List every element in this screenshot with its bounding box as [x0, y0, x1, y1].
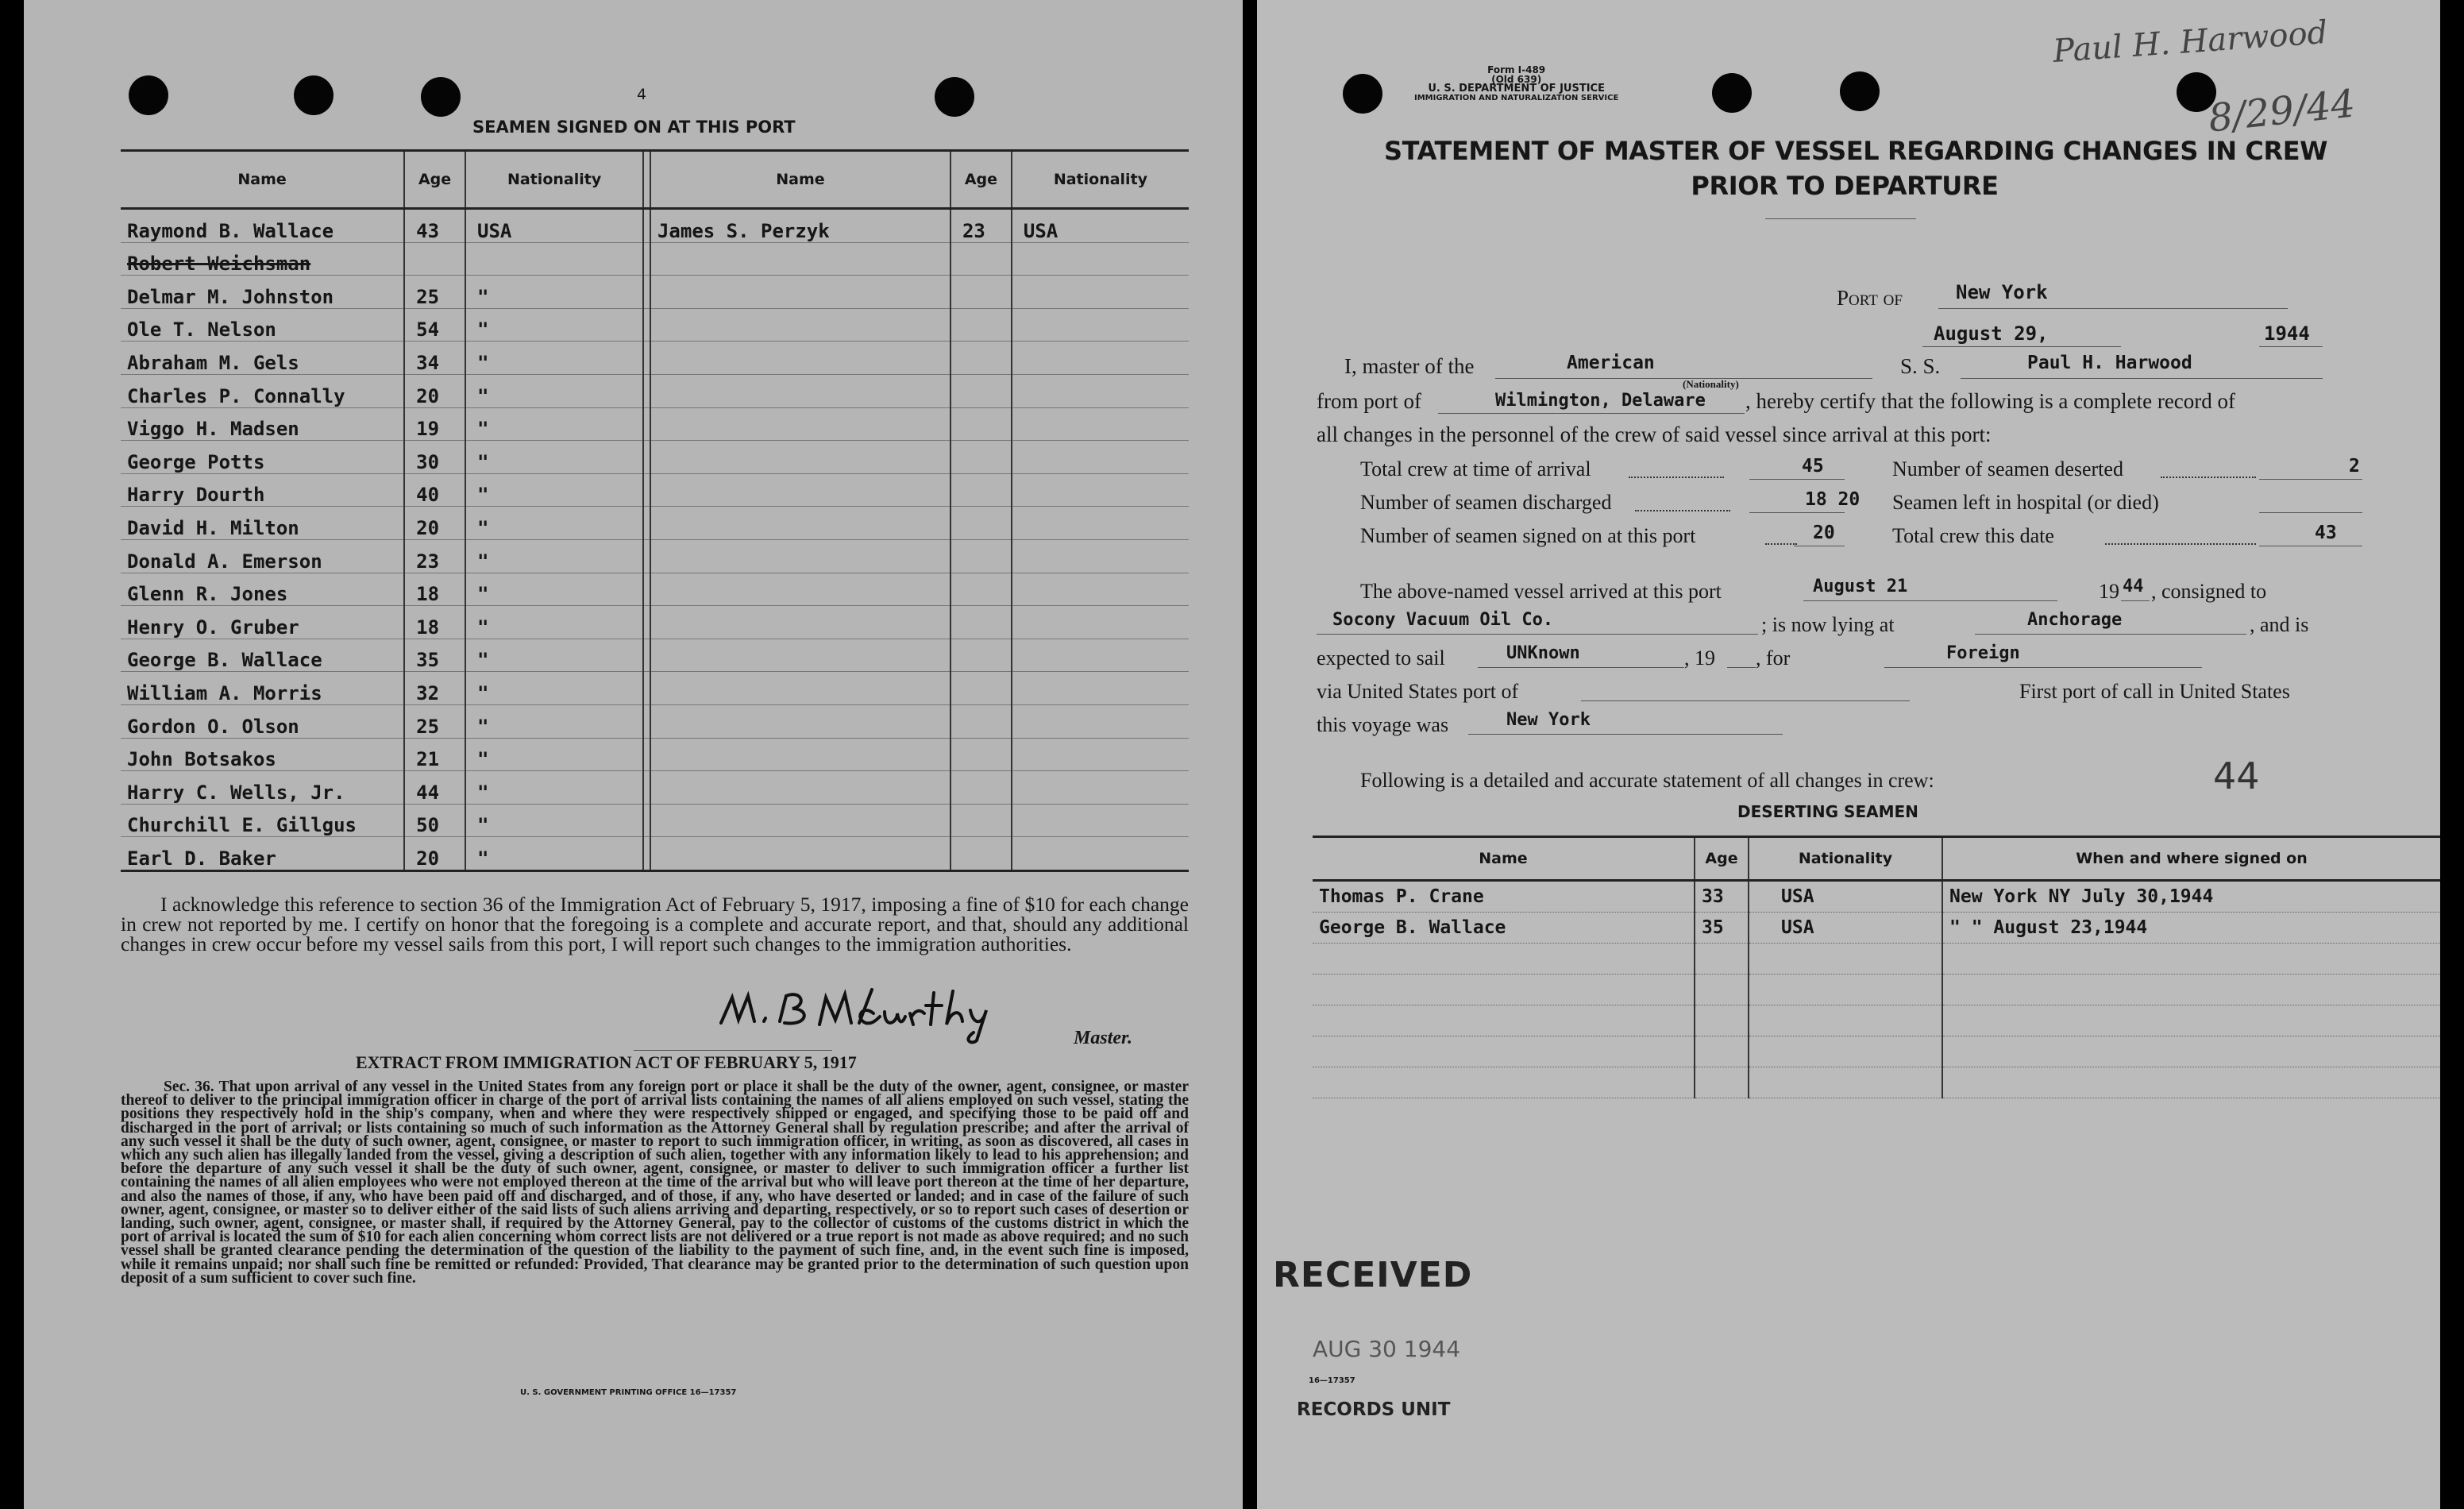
- gap: [643, 704, 650, 738]
- seaman-age: [951, 804, 1012, 837]
- seaman-age: 23: [951, 209, 1012, 243]
- seaman-age: [951, 672, 1012, 705]
- seaman-age: [951, 242, 1012, 276]
- seaman-age: [951, 704, 1012, 738]
- section-title: SEAMEN SIGNED ON AT THIS PORT: [472, 118, 796, 137]
- seaman-name: [650, 308, 951, 342]
- deserter-signed-on: " " August 23,1944: [1942, 913, 2440, 944]
- deserter-name: George B. Wallace: [1313, 913, 1695, 944]
- seaman-age: [404, 242, 465, 276]
- seaman-name: [650, 374, 951, 407]
- table-row: [121, 539, 1189, 573]
- date-value: August 29,: [1934, 322, 2049, 345]
- seaman-nationality: [1012, 441, 1189, 474]
- seaman-nationality: ": [465, 804, 643, 837]
- expected-sail-value: UNKnown: [1506, 643, 1580, 663]
- deserter-nationality: USA: [1749, 913, 1942, 944]
- seaman-nationality: ": [465, 738, 643, 771]
- seaman-nationality: [1012, 342, 1189, 375]
- gap: [643, 342, 650, 375]
- seaman-name: [650, 771, 951, 805]
- seaman-nationality: [1012, 473, 1189, 507]
- desert-header-when-where: When and where signed on: [1942, 837, 2440, 881]
- desert-header-nationality: Nationality: [1749, 837, 1942, 881]
- nationality-value: American: [1567, 353, 1655, 373]
- seaman-nationality: USA: [1012, 209, 1189, 243]
- seaman-nationality: [1012, 672, 1189, 705]
- seaman-age: [951, 507, 1012, 540]
- seaman-age: 19: [404, 407, 465, 441]
- form-id: Form I-489: [1487, 64, 1546, 75]
- seaman-age: 21: [404, 738, 465, 771]
- hospital-label: Seamen left in hospital (or died): [1892, 491, 2159, 514]
- table-row: [121, 242, 1189, 276]
- total-crew-arrival-label: Total crew at time of arrival: [1360, 457, 1591, 480]
- table-row: [121, 209, 1189, 243]
- punch-hole: [129, 75, 168, 115]
- gap: [643, 639, 650, 672]
- signature-image: [715, 982, 1064, 1045]
- discharged-label: Number of seamen discharged: [1360, 491, 1612, 514]
- received-stamp: RECEIVED: [1273, 1255, 1473, 1295]
- seaman-nationality: ": [465, 507, 643, 540]
- punch-hole: [421, 77, 461, 117]
- deserter-signed-on: [1942, 1067, 2440, 1098]
- seaman-nationality: [465, 242, 643, 276]
- acknowledgment-text: I acknowledge this reference to section 36 of the Immigration Act of February 5, 1917, imposing a fine of $10 for each change in crew not reported by me. I certify on honor that the foregoing is a complete and accurate report, and that, should any additional changes in crew occur before my vessel sails from this port, I will report such changes to the immigration authorities.: [121, 893, 1189, 955]
- seaman-name: James S. Perzyk: [650, 209, 951, 243]
- deserter-signed-on: New York NY July 30,1944: [1942, 881, 2440, 913]
- destination-value: Foreign: [1946, 643, 2020, 663]
- seaman-name: [650, 804, 951, 837]
- arrived-year: 44: [2123, 577, 2144, 596]
- total-this-date-value: 43: [2315, 523, 2337, 543]
- seaman-name: George B. Wallace: [121, 639, 404, 672]
- seaman-nationality: ": [465, 672, 643, 705]
- deserter-signed-on: [1942, 1005, 2440, 1036]
- deserter-nationality: [1749, 1036, 1942, 1067]
- seaman-nationality: [1012, 639, 1189, 672]
- seaman-nationality: [1012, 704, 1189, 738]
- gap: [643, 539, 650, 573]
- gap: [643, 441, 650, 474]
- table-row: [121, 473, 1189, 507]
- service: IMMIGRATION AND NATURALIZATION SERVICE: [1414, 94, 1619, 102]
- seaman-age: [951, 738, 1012, 771]
- seaman-age: [951, 276, 1012, 309]
- seaman-name: Viggo H. Madsen: [121, 407, 404, 441]
- seaman-age: [951, 539, 1012, 573]
- seaman-name: [650, 539, 951, 573]
- seaman-nationality: ": [465, 374, 643, 407]
- deserted-value: 2: [2349, 456, 2360, 477]
- gap: [643, 804, 650, 837]
- seaman-nationality: [1012, 276, 1189, 309]
- seaman-nationality: ": [465, 639, 643, 672]
- table-row: [121, 738, 1189, 771]
- seaman-nationality: [1012, 242, 1189, 276]
- deserter-name: [1313, 1067, 1695, 1098]
- from-port-label: from port of: [1317, 389, 1421, 413]
- seaman-nationality: [1012, 606, 1189, 639]
- voyage-value: New York: [1506, 710, 1591, 730]
- deserter-nationality: [1749, 944, 1942, 974]
- table-row: [121, 276, 1189, 309]
- seaman-nationality: ": [465, 441, 643, 474]
- form-old: (Old 639): [1491, 74, 1542, 85]
- table-row: [1313, 1036, 2440, 1067]
- seaman-name: [650, 704, 951, 738]
- table-row: [1313, 974, 2440, 1005]
- desert-header-age: Age: [1695, 837, 1749, 881]
- master-of-label: I, master of the: [1344, 354, 1475, 378]
- table-row: [121, 374, 1189, 407]
- gap: [643, 507, 650, 540]
- arrived-label: The above-named vessel arrived at this port: [1360, 580, 1722, 603]
- seaman-nationality: [1012, 539, 1189, 573]
- seaman-age: [951, 308, 1012, 342]
- seaman-name: [650, 507, 951, 540]
- table-row: [121, 704, 1189, 738]
- seaman-name: [650, 672, 951, 705]
- title-line-1: STATEMENT OF MASTER OF VESSEL REGARDING CHANGES IN CREW: [1384, 136, 2328, 166]
- seaman-nationality: ": [465, 473, 643, 507]
- handwritten-vessel-name: Paul H. Harwood: [2051, 14, 2329, 71]
- seaman-name: John Botsakos: [121, 738, 404, 771]
- gap: [643, 606, 650, 639]
- signed-on-value: 20: [1813, 523, 1835, 543]
- page-number: 4: [637, 86, 647, 103]
- seaman-nationality: [1012, 804, 1189, 837]
- extract-text: Sec. 36. That upon arrival of any vessel in the United States from any foreign port or place it shall be the duty of the owner, agent, consignee, or master thereof to deliver to the principal immigration officer in charge of the port of arrival lists containing the names of all aliens employed on such vessel, stating the positions they respectively hold in the ship's company, when and where they were respectively shipped or engaged, and specifying those to be paid off and discharged in the port of arrival; or lists containing so much of such information as the Attorney General shall by regulation prescribe; and after the arrival of any such vessel it shall be the duty of such owner, agent, consignee, or master to report to such immigration officer, in writing, as soon as discovered, all cases in which any such alien has illegally landed from the vessel, giving a description of such alien, together with any information likely to lead to his apprehension; and before the departure of any such vessel it shall be the duty of such owner, agent, consignee, or master to deliver to such immigration officer a further list containing the names of all alien employees who were not employed thereon at the time of the arrival but who will leave port thereon at the time of her departure, and also the names of those, if any, who have been paid off and discharged, and of those, if any, who have deserted or landed; and in case of the failure of such owner, agent, consignee, or master so to deliver either of the said lists of such aliens arriving and departing, respectively, or so to report such cases of desertion or landing, such owner, agent, consignee, or master shall, if required by the Attorney General, pay to the collector of customs of the customs district in which the port of arrival is located the sum of $10 for each alien concerning whom correct lists are not delivered or a true report is not made as above required; and no such vessel shall be granted clearance pending the determination of the question of the liability to the payment of such fine, and, in the event such fine is imposed, while it remains unpaid; nor shall such fine be remitted or refunded: Provided, That clearance may be granted prior to the determination of such question upon deposit of a sum sufficient to cover such fine.: [121, 1079, 1189, 1287]
- crew-table: [121, 149, 1189, 872]
- deserter-signed-on: [1942, 944, 2440, 974]
- following-label: Following is a detailed and accurate statement of all changes in crew:: [1360, 769, 1934, 792]
- punch-hole: [1343, 74, 1382, 114]
- col-header-nationality: Nationality: [465, 151, 643, 209]
- seaman-nationality: ": [465, 837, 643, 871]
- seaman-name: [650, 242, 951, 276]
- master-signature: [715, 982, 1064, 1055]
- gap: [643, 374, 650, 407]
- gap: [643, 672, 650, 705]
- seaman-nationality: [1012, 573, 1189, 606]
- deserting-seamen-table: [1313, 836, 2440, 1098]
- seaman-age: 30: [404, 441, 465, 474]
- discharged-value: 18 20: [1805, 489, 1861, 510]
- seaman-name: Donald A. Emerson: [121, 539, 404, 573]
- consignee-value: Socony Vacuum Oil Co.: [1332, 610, 1554, 630]
- table-row: [121, 837, 1189, 871]
- seaman-age: 43: [404, 209, 465, 243]
- seaman-nationality: ": [465, 573, 643, 606]
- seaman-name: David H. Milton: [121, 507, 404, 540]
- table-row: [121, 804, 1189, 837]
- seaman-nationality: USA: [465, 209, 643, 243]
- seaman-name: Henry O. Gruber: [121, 606, 404, 639]
- punch-hole: [294, 75, 334, 115]
- seaman-name: [650, 573, 951, 606]
- deserted-label: Number of seamen deserted: [1892, 457, 2123, 480]
- seaman-age: 35: [404, 639, 465, 672]
- year-value: 1944: [2264, 322, 2310, 345]
- seaman-name: Harry Dourth: [121, 473, 404, 507]
- seaman-name: Ole T. Nelson: [121, 308, 404, 342]
- seaman-name: Delmar M. Johnston: [121, 276, 404, 309]
- seaman-name: George Potts: [121, 441, 404, 474]
- seaman-name: Abraham M. Gels: [121, 342, 404, 375]
- consigned-label: , consigned to: [2151, 580, 2267, 603]
- table-row: [1313, 913, 2440, 944]
- table-row: [1313, 881, 2440, 913]
- seaman-age: 20: [404, 374, 465, 407]
- seaman-nationality: ": [465, 606, 643, 639]
- seaman-age: 18: [404, 606, 465, 639]
- seaman-name: Robert Weichsman: [121, 242, 404, 276]
- page-count-handwritten: 44: [2213, 754, 2260, 797]
- seaman-age: 50: [404, 804, 465, 837]
- signed-on-label: Number of seamen signed on at this port: [1360, 524, 1696, 547]
- gap: [643, 473, 650, 507]
- seaman-nationality: ": [465, 308, 643, 342]
- first-port-label: First port of call in United States: [2019, 680, 2290, 703]
- small-code: 16—17357: [1309, 1376, 1355, 1385]
- gap: [643, 407, 650, 441]
- seaman-nationality: [1012, 308, 1189, 342]
- table-row: [121, 771, 1189, 805]
- lying-value: Anchorage: [2027, 610, 2123, 630]
- seaman-nationality: [1012, 407, 1189, 441]
- document-title: [1384, 133, 2328, 203]
- col-header-name: Name: [650, 151, 951, 209]
- certify-text-2: all changes in the personnel of the crew of said vessel since arrival at this port:: [1317, 423, 1992, 446]
- gap: [643, 242, 650, 276]
- extract-title: EXTRACT FROM IMMIGRATION ACT OF FEBRUARY 5, 1917: [356, 1052, 857, 1072]
- seaman-name: [650, 441, 951, 474]
- seaman-nationality: [1012, 837, 1189, 871]
- deserter-signed-on: [1942, 974, 2440, 1005]
- seaman-age: 40: [404, 473, 465, 507]
- deserter-age: [1695, 974, 1749, 1005]
- deserter-age: [1695, 1036, 1749, 1067]
- deserter-age: [1695, 944, 1749, 974]
- punch-hole: [1840, 71, 1880, 111]
- form-header: [1414, 65, 1618, 103]
- seaman-age: [951, 342, 1012, 375]
- table-row: [121, 441, 1189, 474]
- via-label: via United States port of: [1317, 680, 1519, 703]
- seaman-nationality: [1012, 738, 1189, 771]
- seaman-name: [650, 639, 951, 672]
- table-row: [121, 507, 1189, 540]
- gap: [643, 771, 650, 805]
- table-row: [1313, 1005, 2440, 1036]
- ss-label: S. S.: [1900, 354, 1941, 378]
- table-row: [1313, 944, 2440, 974]
- seaman-name: Gordon O. Olson: [121, 704, 404, 738]
- gap: [643, 837, 650, 871]
- table-row: [121, 672, 1189, 705]
- seaman-nationality: ": [465, 704, 643, 738]
- for-year-label: , 19: [1684, 646, 1715, 670]
- seaman-age: [951, 606, 1012, 639]
- port-of-value: New York: [1956, 281, 2048, 303]
- gap: [643, 738, 650, 771]
- seaman-age: [951, 639, 1012, 672]
- table-row: [121, 639, 1189, 672]
- seaman-name: Glenn R. Jones: [121, 573, 404, 606]
- seaman-age: [951, 441, 1012, 474]
- seaman-name: Raymond B. Wallace: [121, 209, 404, 243]
- seaman-nationality: ": [465, 342, 643, 375]
- table-row: [121, 342, 1189, 375]
- seaman-nationality: [1012, 374, 1189, 407]
- deserter-nationality: [1749, 974, 1942, 1005]
- table-row: [121, 308, 1189, 342]
- deserter-age: [1695, 1067, 1749, 1098]
- title-line-2: PRIOR TO DEPARTURE: [1691, 171, 1999, 201]
- seaman-age: 25: [404, 704, 465, 738]
- deserter-name: Thomas P. Crane: [1313, 881, 1695, 913]
- seaman-age: [951, 771, 1012, 805]
- deserter-age: 33: [1695, 881, 1749, 913]
- seaman-age: 54: [404, 308, 465, 342]
- for-label: , for: [1756, 646, 1791, 670]
- seaman-age: 18: [404, 573, 465, 606]
- seaman-nationality: ": [465, 276, 643, 309]
- total-this-date-label: Total crew this date: [1892, 524, 2054, 547]
- stamp-date: AUG 30 1944: [1313, 1336, 1461, 1362]
- col-header-age: Age: [951, 151, 1012, 209]
- deserter-name: [1313, 1036, 1695, 1067]
- seaman-nationality: ": [465, 539, 643, 573]
- seaman-age: 34: [404, 342, 465, 375]
- seaman-name: [650, 738, 951, 771]
- gap: [643, 308, 650, 342]
- seaman-name: [650, 837, 951, 871]
- seaman-age: 32: [404, 672, 465, 705]
- seaman-name: Churchill E. Gillgus: [121, 804, 404, 837]
- seaman-name: Charles P. Connally: [121, 374, 404, 407]
- table-row: [121, 573, 1189, 606]
- seaman-age: [951, 837, 1012, 871]
- col-header-name: Name: [121, 151, 404, 209]
- seaman-age: [951, 473, 1012, 507]
- seaman-nationality: [1012, 771, 1189, 805]
- seaman-name: [650, 606, 951, 639]
- deserter-signed-on: [1942, 1036, 2440, 1067]
- seaman-age: 20: [404, 507, 465, 540]
- left-page: [24, 0, 1243, 1509]
- seaman-name: Harry C. Wells, Jr.: [121, 771, 404, 805]
- voyage-label: this voyage was: [1317, 713, 1449, 736]
- deserting-title: DESERTING SEAMEN: [1737, 802, 1918, 821]
- deserter-name: [1313, 944, 1695, 974]
- right-page: [1257, 0, 2440, 1509]
- seaman-name: [650, 407, 951, 441]
- table-row: [1313, 1067, 2440, 1098]
- deserter-nationality: USA: [1749, 881, 1942, 913]
- expected-label: expected to sail: [1317, 646, 1445, 670]
- and-is-label: , and is: [2250, 613, 2309, 636]
- punch-hole: [1712, 73, 1752, 113]
- printer-line: U. S. GOVERNMENT PRINTING OFFICE 16—17357: [520, 1388, 737, 1397]
- from-port-value: Wilmington, Delaware: [1495, 391, 1706, 411]
- seaman-age: 25: [404, 276, 465, 309]
- seaman-age: [951, 407, 1012, 441]
- port-of-label: Port of: [1837, 286, 1903, 310]
- certify-text-1: , hereby certify that the following is a complete record of: [1745, 389, 2236, 413]
- seaman-name: Earl D. Baker: [121, 837, 404, 871]
- deserter-age: 35: [1695, 913, 1749, 944]
- seaman-name: [650, 342, 951, 375]
- col-header-age: Age: [404, 151, 465, 209]
- seaman-nationality: ": [465, 407, 643, 441]
- seaman-name: [650, 473, 951, 507]
- arrived-year-prefix: 19: [2099, 580, 2119, 603]
- deserter-name: [1313, 1005, 1695, 1036]
- nationality-caption: (Nationality): [1683, 378, 1739, 390]
- col-header-nationality: Nationality: [1012, 151, 1189, 209]
- seaman-age: [951, 374, 1012, 407]
- deserter-age: [1695, 1005, 1749, 1036]
- gap: [643, 276, 650, 309]
- seaman-name: William A. Morris: [121, 672, 404, 705]
- deserter-name: [1313, 974, 1695, 1005]
- seaman-name: [650, 276, 951, 309]
- seaman-age: 20: [404, 837, 465, 871]
- seaman-nationality: [1012, 507, 1189, 540]
- seaman-age: 23: [404, 539, 465, 573]
- gap: [643, 209, 650, 243]
- arrived-date: August 21: [1813, 577, 1908, 596]
- department: U. S. DEPARTMENT OF JUSTICE: [1428, 83, 1605, 95]
- records-unit-stamp: RECORDS UNIT: [1297, 1399, 1451, 1420]
- total-crew-arrival-value: 45: [1802, 456, 1824, 477]
- master-label: Master.: [1074, 1028, 1133, 1048]
- seaman-age: 44: [404, 771, 465, 805]
- lying-label: ; is now lying at: [1761, 613, 1895, 636]
- deserter-nationality: [1749, 1005, 1942, 1036]
- seaman-age: [951, 573, 1012, 606]
- seaman-nationality: ": [465, 771, 643, 805]
- deserter-nationality: [1749, 1067, 1942, 1098]
- table-row: [121, 606, 1189, 639]
- table-row: [121, 407, 1189, 441]
- handwritten-date: 8/29/44: [2206, 81, 2358, 141]
- vessel-name: Paul H. Harwood: [2027, 353, 2192, 373]
- desert-header-name: Name: [1313, 837, 1695, 881]
- gap: [643, 573, 650, 606]
- punch-hole: [935, 77, 974, 117]
